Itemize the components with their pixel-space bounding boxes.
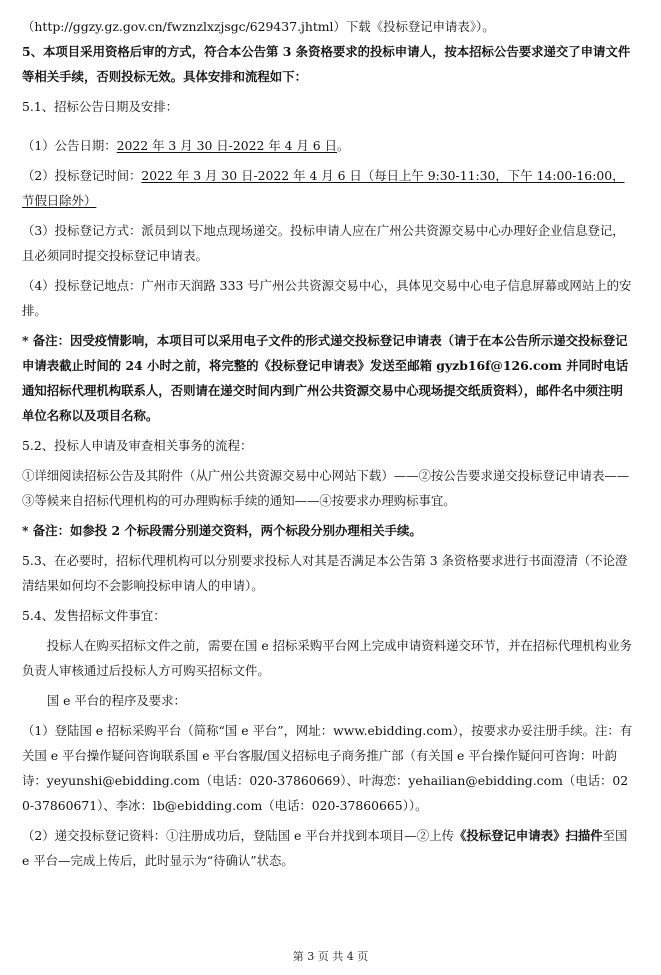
announcement-date-value: 2022 年 3 月 30 日-2022 年 4 月 6 日: [116, 138, 338, 153]
section-5-1-title: 5.1、招标公告日期及安排：: [22, 99, 179, 114]
platform-registration-item: （1）登陆国 e 招标采购平台（简称“国 e 平台”，网址：www.ebidding.com），按要求办妥注册手续。注：有关国 e 平台操作疑问咨询联系国 e 平台客服/国义招标电子商务推广部（有关国 e 平台操作疑问可咨询：叶韵诗：yeyunshi@ebidding.com（电话：020-37860669）、叶海恋：yehailian@ebidding.com（电话：020-37860671）、李冰：lb@ebidding.com（电话：020-37860665））。: [22, 723, 633, 813]
purchase-requirement-paragraph: 投标人在购买招标文件之前，需要在国 e 招标采购平台网上完成申请资料递交环节，并在招标代理机构业务负责人审核通过后投标人方可购买招标文件。: [22, 638, 632, 678]
registration-time-value: 2022 年 3 月 30 日-2022 年 4 月 6 日（每日上午 9:30-11:30，下午 14:00-16:00，节假日除外）: [22, 168, 625, 208]
application-flow: ①详细阅读招标公告及其附件（从广州公共资源交易中心网站下载）——②按公告要求递交投标登记申请表——③等候来自招标代理机构的可办理购标手续的通知——④按要求办理购标事宜。: [22, 468, 630, 508]
section-5-4-title: 5.4、发售招标文件事宜：: [22, 608, 166, 623]
epidemic-note: * 备注：因受疫情影响，本项目可以采用电子文件的形式递交投标登记申请表（请于在本公告所示递交投标登记申请表截止时间的 24 小时之前，将完整的《投标登记申请表》发送至邮箱 gyzb16f@126.com 并同时电话通知招标代理机构联系人，否则请在递交时间内到广州公共资源交易中心现场提交纸质资料），邮件名中须注明单位名称以及项目名称。: [22, 333, 629, 423]
submit-registration-item: [22, 823, 633, 873]
registration-time-item: [22, 163, 633, 213]
section-5-3-clarification: 5.3、在必要时，招标代理机构可以分别要求投标人对其是否满足本公告第 3 条资格要求进行书面澄清（不论澄清结果如何均不会影响投标申请人的申请）。: [22, 553, 628, 593]
announcement-date-item: [22, 133, 633, 158]
announcement-date-end: 。: [337, 138, 350, 153]
section-5-heading: 5、本项目采用资格后审的方式，符合本公告第 3 条资格要求的投标申请人，按本招标公告要求递交了申请文件等相关手续，否则投标无效。具体安排和流程如下：: [22, 44, 631, 84]
announcement-date-label: （1）公告日期：: [22, 138, 117, 153]
page-footer: 第 3 页 共 4 页: [292, 950, 369, 963]
registration-location-item: （4）投标登记地点：广州市天润路 333 号广州公共资源交易中心，具体见交易中心电子信息屏幕或网站上的安排。: [22, 278, 632, 318]
registration-method-item: （3）投标登记方式：派员到以下地点现场递交。投标申请人应在广州公共资源交易中心办理好企业信息登记，且必须同时提交投标登记申请表。: [22, 223, 625, 263]
two-lots-note: * 备注：如参投 2 个标段需分别递交资料，两个标段分别办理相关手续。: [22, 523, 422, 538]
section-5-2-title: 5.2、投标人申请及审查相关事务的流程：: [22, 438, 253, 453]
submit-registration-text: （2）递交投标登记资料：①注册成功后，登陆国 e 平台并找到本项目—②上传: [22, 828, 454, 843]
scan-file-emphasis: 《投标登记申请表》扫描件: [453, 828, 603, 843]
submit-registration-tail: 至国 e 平台—完成上传后，此时显示为“待确认”状态。: [22, 828, 628, 868]
registration-time-label: （2）投标登记时间：: [22, 168, 142, 183]
download-url-line: （http://ggzy.gz.gov.cn/fwznzlxzjsgc/629437.jhtml）下载《投标登记申请表》）。: [22, 19, 495, 34]
platform-procedure-title: 国 e 平台的程序及要求：: [46, 693, 186, 708]
